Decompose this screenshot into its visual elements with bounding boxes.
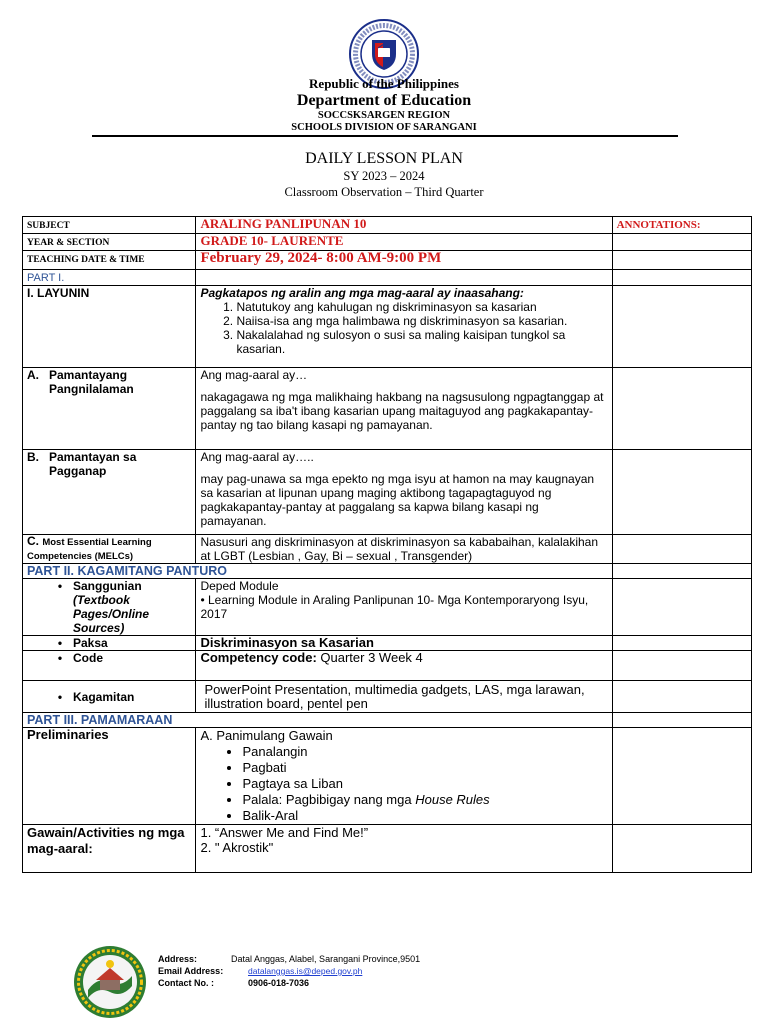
- code-prefix: Competency code:: [200, 650, 317, 665]
- palala-prefix: Palala: Pagbibigay nang mga: [242, 792, 412, 807]
- year-value-cell: [196, 234, 612, 251]
- sanggunian-content-cell: [196, 579, 612, 636]
- annotation-cell: [612, 651, 751, 681]
- activity-1: 1. “Answer Me and Find Me!”: [200, 825, 369, 840]
- lesson-plan-table: [22, 216, 752, 873]
- sanggunian-label-cell: • Sanggunian (Textbook Pages/Online Sources): [23, 579, 196, 636]
- address-value: Datal Anggas, Alabel, Sarangani Province,9501: [231, 954, 421, 964]
- section-c-letter: C.: [27, 534, 39, 548]
- annotation-cell: [612, 286, 751, 368]
- annotation-cell: [612, 681, 751, 713]
- list-item: • Pagbati: [242, 760, 607, 776]
- list-item: [242, 792, 607, 808]
- list-item: 3. Nakalalahad ng sulosyon o susi sa maling kaisipan tungkol sa kasarian.: [236, 328, 607, 356]
- sanggunian-label: Sanggunian: [73, 579, 142, 593]
- table-row: [23, 450, 752, 535]
- empty-cell: [196, 270, 612, 286]
- section-b-letter: B.: [27, 450, 39, 464]
- section-a-label-cell: [23, 368, 196, 450]
- section-a-text: nakagagawa ng mga malikhaing hakbang na nagsusulong ngpagtanggap at paggalang sa iba't ibang kasarian upang maitaguyod ang pagkakapantay-pantay ng tao bilang kasapi ng pamayanan.: [200, 390, 604, 432]
- table-row: [23, 368, 752, 450]
- region-line: SOCCSKSARGEN REGION: [317, 110, 451, 121]
- table-row: [23, 825, 752, 873]
- list-item: • Balik-Aral: [242, 808, 607, 824]
- kagamitan-label-cell: • Kagamitan: [23, 681, 196, 713]
- section-a-letter: A.: [27, 368, 39, 382]
- subject-value: ARALING PANLIPUNAN 10: [200, 216, 367, 231]
- section-b-text: may pag-unawa sa mga epekto ng mga isyu at hamon na may kaugnayan sa kasarian at lipunan upang maging aktibong tagapagtaguyod ng pagkakapantay-pantay at paggalang sa kapwa bilang kasapi ng pamayanan.: [200, 472, 595, 528]
- sanggunian-sub: (Textbook Pages/Online Sources): [73, 593, 150, 635]
- section-c-label-cell: [23, 535, 196, 564]
- document-title: DAILY LESSON PLAN: [305, 150, 463, 167]
- part1-heading-cell: [23, 270, 196, 286]
- kagamitan-value: PowerPoint Presentation, multimedia gadgets, LAS, mga larawan, illustration board, pentel pen: [204, 681, 585, 711]
- table-row: [23, 286, 752, 368]
- part1-heading: PART I.: [27, 272, 65, 284]
- section-b-label-cell: [23, 450, 196, 535]
- section-a-intro: Ang mag-aaral ay…: [200, 368, 308, 382]
- subject-value-cell: [196, 217, 612, 234]
- paksa-label-cell: • Paksa: [23, 636, 196, 651]
- prelim-title: A. Panimulang Gawain: [200, 728, 333, 743]
- section-b-label: Pamantayan sa Pagganap: [49, 450, 137, 478]
- email-link[interactable]: datalanggas.is@deped.gov.ph: [248, 966, 363, 976]
- code-label-cell: • Code: [23, 651, 196, 681]
- contact-value: 0906-018-7036: [248, 978, 310, 988]
- palala-italic: House Rules: [415, 792, 490, 807]
- annotation-cell: [612, 251, 751, 270]
- school-year: SY 2023 – 2024: [343, 169, 425, 183]
- annotation-cell: [612, 535, 751, 564]
- table-row: [23, 234, 752, 251]
- table-row: [23, 251, 752, 270]
- annotation-cell: [612, 636, 751, 651]
- annotation-cell: [612, 579, 751, 636]
- part2-heading: PART II. KAGAMITANG PANTURO: [27, 564, 227, 578]
- paksa-value: Diskriminasyon sa Kasarian: [200, 635, 374, 650]
- gawain-content-cell: [196, 825, 612, 873]
- list-item: 1. Natutukoy ang kahulugan ng diskriminasyon sa kasarian: [236, 300, 607, 314]
- prelim-label-cell: [23, 728, 196, 825]
- date-value-cell: [196, 251, 612, 270]
- section-c-label: Most Essential Learning Competencies (MELCs): [27, 537, 152, 562]
- annotation-cell: [612, 728, 751, 825]
- list-item: • Panalangin: [242, 744, 607, 760]
- subject-label: SUBJECT: [27, 221, 70, 231]
- table-row: [23, 728, 752, 825]
- paksa-content-cell: [196, 636, 612, 651]
- date-label-cell: [23, 251, 196, 270]
- section-c-text: Nasusuri ang diskriminasyon at diskriminasyon sa kababaihan, kalalakihan at LGBT (Lesbian , Gay, Bi – sexual , Transgender): [200, 535, 599, 563]
- year-label: YEAR & SECTION: [27, 238, 110, 248]
- department-line: Department of Education: [296, 92, 472, 109]
- kagamitan-content-cell: [196, 681, 612, 713]
- annotation-cell: [612, 825, 751, 873]
- observation-line: Classroom Observation – Third Quarter: [284, 185, 484, 199]
- kagamitan-label: Kagamitan: [73, 689, 135, 704]
- annotation-cell: [612, 234, 751, 251]
- objectives-list: [200, 300, 607, 356]
- division-line: SCHOOLS DIVISION OF SARANGANI: [291, 122, 477, 133]
- date-label: TEACHING DATE & TIME: [27, 255, 145, 265]
- year-value: GRADE 10- LAURENTE: [200, 233, 344, 248]
- table-row: [23, 681, 752, 713]
- section-a-content-cell: [196, 368, 612, 450]
- year-label-cell: [23, 234, 196, 251]
- email-label: Email Address:: [158, 966, 224, 976]
- layunin-label-cell: [23, 286, 196, 368]
- sanggunian-value-2: • Learning Module in Araling Panlipunan 10- Mga Kontemporaryong Isyu, 2017: [200, 593, 589, 621]
- annotations-label: ANNOTATIONS:: [616, 219, 701, 231]
- contact-label: Contact No. :: [158, 978, 214, 988]
- activity-2: 2. " Akrostik": [200, 840, 274, 855]
- table-row: [23, 270, 752, 286]
- section-c-content-cell: [196, 535, 612, 564]
- annotations-header-cell: [612, 217, 751, 234]
- table-row: [23, 651, 752, 681]
- annotation-cell: [612, 368, 751, 450]
- annotation-cell: [612, 564, 751, 579]
- prelim-label: Preliminaries: [27, 727, 109, 742]
- header-divider: [92, 135, 678, 137]
- table-row: [23, 713, 752, 728]
- prelim-content-cell: [196, 728, 612, 825]
- layunin-label: I. LAYUNIN: [27, 286, 90, 300]
- code-value: Quarter 3 Week 4: [320, 650, 423, 665]
- table-row: [23, 535, 752, 564]
- part3-heading: PART III. PAMAMARAAN: [27, 713, 173, 727]
- subject-label-cell: [23, 217, 196, 234]
- school-logo: [72, 944, 148, 1020]
- sanggunian-value-1: Deped Module: [200, 579, 279, 593]
- layunin-intro: Pagkatapos ng aralin ang mga mag-aaral ay inaasahang:: [200, 286, 524, 300]
- table-row: [23, 217, 752, 234]
- code-content-cell: [196, 651, 612, 681]
- section-b-content-cell: [196, 450, 612, 535]
- annotation-cell: [612, 713, 751, 728]
- list-item: • Pagtaya sa Liban: [242, 776, 607, 792]
- section-a-label: Pamantayang Pangnilalaman: [49, 368, 134, 396]
- part3-heading-cell: [23, 713, 613, 728]
- annotation-cell: [612, 270, 751, 286]
- address-label: Address:: [158, 954, 198, 964]
- gawain-label-cell: [23, 825, 196, 873]
- table-row: [23, 564, 752, 579]
- part2-heading-cell: [23, 564, 613, 579]
- date-value: February 29, 2024- 8:00 AM-9:00 PM: [200, 250, 442, 266]
- list-item: 2. Naiisa-isa ang mga halimbawa ng diskriminasyon sa kasarian.: [236, 314, 607, 328]
- republic-line: Republic of the Philippines: [309, 76, 459, 91]
- layunin-content-cell: [196, 286, 612, 368]
- gawain-label: Gawain/Activities ng mga mag-aaral:: [27, 825, 185, 856]
- table-row: [23, 636, 752, 651]
- prelim-list: [200, 744, 607, 824]
- code-label: Code: [73, 651, 103, 665]
- paksa-label: Paksa: [73, 636, 108, 650]
- annotation-cell: [612, 450, 751, 535]
- section-b-intro: Ang mag-aaral ay…..: [200, 450, 314, 464]
- table-row: [23, 579, 752, 636]
